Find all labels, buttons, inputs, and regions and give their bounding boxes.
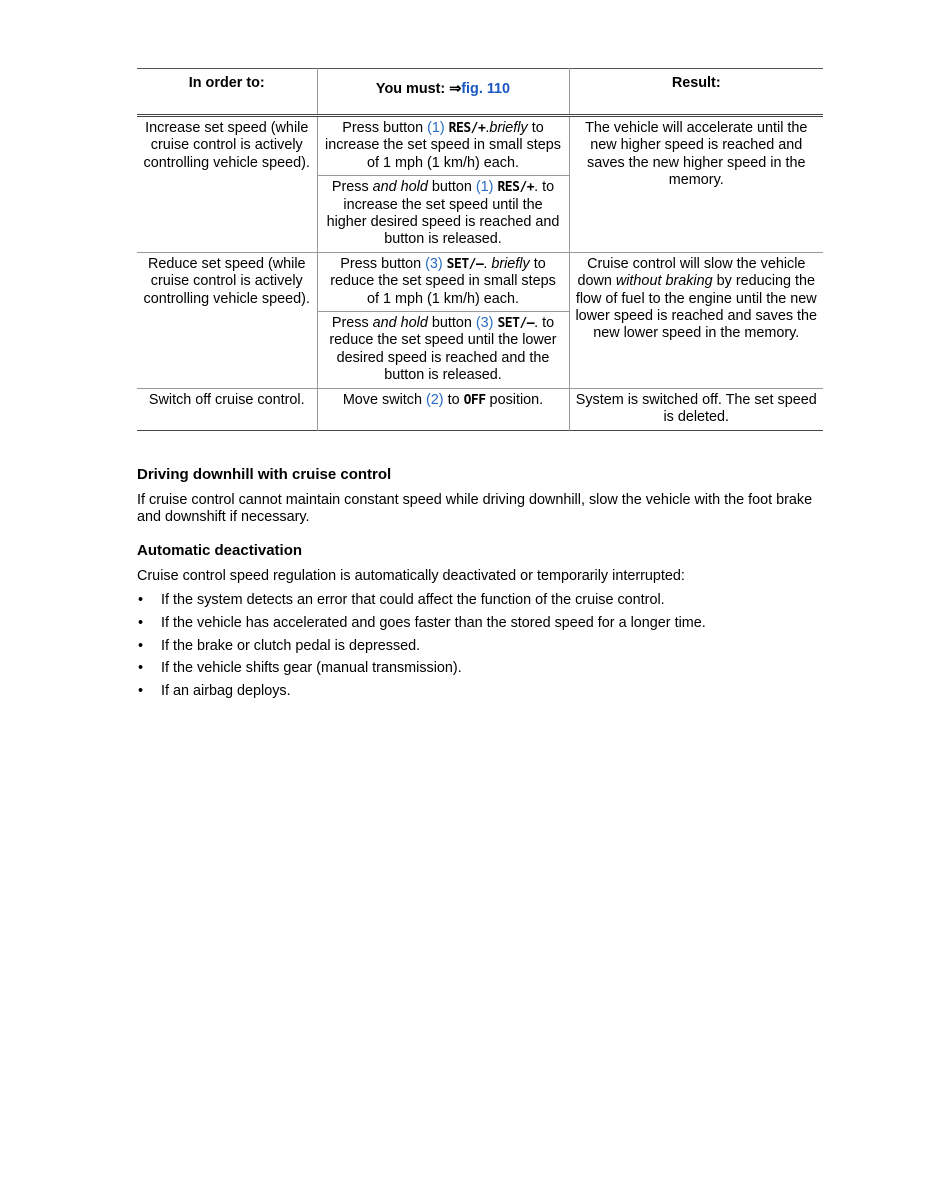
row1-result: The vehicle will accelerate until the new higher speed is reached and saves the new higher speed in the memory. (569, 116, 823, 253)
text: Cruise control will slow the vehicle down (577, 255, 806, 290)
text: Move switch (342, 391, 426, 408)
switch-number-2: (2) (425, 391, 444, 408)
text: Press button (342, 120, 428, 136)
res-plus-button-icon: RES/+ (448, 121, 486, 136)
table-row (137, 116, 823, 176)
off-position-icon: OFF (463, 392, 486, 408)
table-row (137, 388, 823, 430)
list-item (137, 615, 823, 638)
header-you-must-label: You must: ⇒ (375, 81, 462, 97)
text: by reducing the flow of fuel to the engine until the new lower speed is reached and saves the new lower speed in the memory. (575, 273, 818, 342)
text: to (443, 391, 464, 408)
header-you-must (317, 69, 569, 116)
text: . to increase the set speed until the higher desired speed is reached and button is released. (326, 179, 560, 248)
bullet-icon: • (138, 592, 144, 608)
list-item-text: If the brake or clutch pedal is depressed. (161, 637, 421, 654)
text: button (427, 179, 476, 196)
list-item-text: If the vehicle has accelerated and goes faster than the stored speed for a longer time. (161, 614, 706, 631)
cruise-control-table (137, 68, 823, 431)
emphasis: and hold (372, 179, 428, 196)
text: Press (331, 315, 373, 332)
emphasis: and hold (372, 315, 428, 332)
row1-goal: Increase set speed (while cruise control is actively controlling vehicle speed). (143, 120, 310, 171)
bullet-icon: • (138, 637, 144, 654)
list-item (137, 592, 823, 615)
row2-action-briefly (317, 252, 569, 311)
table-row (137, 252, 823, 311)
text: . (483, 255, 492, 272)
text: position. (485, 391, 544, 408)
row2-goal: Reduce set speed (while cruise control is actively controlling vehicle speed). (143, 255, 310, 307)
list-item-text: If an airbag deploys. (161, 683, 291, 700)
paragraph-automatic-deactivation: Cruise control speed regulation is automatically deactivated or temporarily interrupted: (137, 568, 685, 584)
list-item (137, 638, 823, 661)
fig-110-link[interactable]: fig. 110 (461, 81, 511, 97)
list-item-text: If the system detects an error that could affect the function of the cruise control. (161, 592, 665, 608)
emphasis: without braking (615, 273, 713, 290)
text: to reduce the set speed in small steps of 1 mph (1 km/h) each. (330, 255, 556, 307)
page-content (137, 68, 823, 700)
bullet-icon: • (138, 614, 144, 631)
text: to increase the set speed in small steps of 1 mph (1 km/h) each. (325, 120, 561, 171)
set-minus-button-icon: SET/– (446, 256, 484, 272)
res-plus-button-icon: RES/+ (497, 180, 535, 196)
button-number-1: (1) (475, 179, 494, 196)
button-number-3: (3) (425, 255, 443, 272)
header-in-order-to: In order to: (188, 75, 265, 91)
heading-driving-downhill: Driving downhill with cruise control (137, 466, 392, 483)
emphasis: briefly (489, 120, 528, 136)
row3-result: System is switched off. The set speed is deleted. (569, 388, 823, 430)
text: Press button (340, 255, 426, 272)
bullet-icon: • (138, 660, 144, 677)
row3-action (317, 388, 569, 430)
button-number-1: (1) (427, 120, 445, 136)
set-minus-button-icon: SET/– (497, 316, 535, 332)
text: Press (331, 179, 373, 196)
row1-action-briefly (317, 116, 569, 176)
emphasis: briefly (491, 255, 530, 272)
text: . to reduce the set speed until the lower desired speed is reached and the button is released. (329, 315, 557, 384)
list-item (137, 660, 823, 683)
row1-action-hold (317, 176, 569, 253)
table-header-row (137, 69, 823, 116)
header-result: Result: (569, 69, 823, 116)
row2-result (569, 252, 823, 388)
heading-automatic-deactivation: Automatic deactivation (137, 542, 303, 559)
row3-goal: Switch off cruise control. (148, 391, 305, 408)
paragraph-driving-downhill: If cruise control cannot maintain constant speed while driving downhill, slow the vehicle with the foot brake and downshift if necessary. (137, 492, 813, 526)
text: button (427, 315, 476, 332)
row2-action-hold (317, 312, 569, 389)
text: . (485, 120, 490, 136)
bullet-icon: • (138, 683, 144, 700)
deactivation-conditions-list (137, 592, 823, 706)
list-item (137, 683, 823, 706)
button-number-3: (3) (475, 315, 494, 332)
list-item-text: If the vehicle shifts gear (manual transmission). (161, 660, 462, 677)
